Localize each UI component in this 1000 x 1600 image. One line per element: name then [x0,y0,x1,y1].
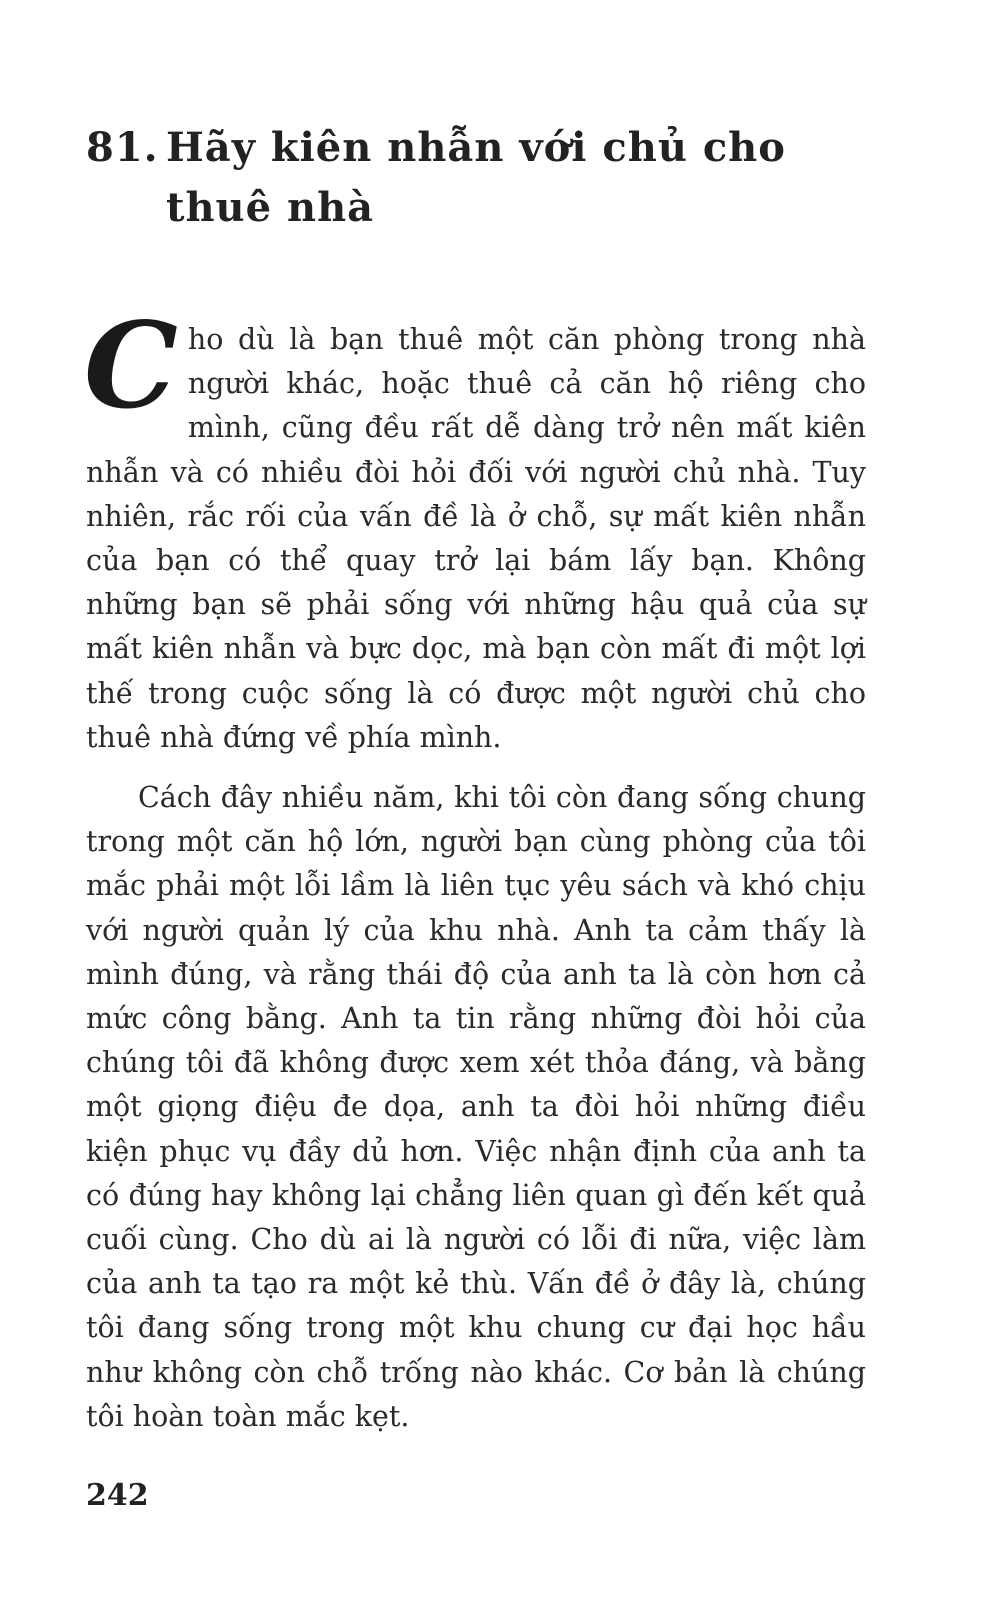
chapter-title-line-1: Hãy kiên nhẫn với chủ cho [166,124,786,171]
paragraph-1-text: ho dù là bạn thuê một căn phòng trong nhà người khác, hoặc thuê cả căn hộ riêng cho mình, cũng đều rất dễ dàng trở nên mất kiên nhẫn và có nhiều đòi hỏi đối với người chủ nhà. Tuy nhiên, rắc rối của vấn đề là ở chỗ, sự mất kiên nhẫn của bạn có thể quay trở lại bám lấy bạn. Không những bạn sẽ phải sống với những hậu quả của sự mất kiên nhẫn và bực dọc, mà bạn còn mất đi một lợi thế trong cuộc sống là có được một người chủ cho thuê nhà đứng về phía mình. [86,323,866,754]
paragraph-2: Cách đây nhiều năm, khi tôi còn đang sống chung trong một căn hộ lớn, người bạn cùng phòng của tôi mắc phải một lỗi lầm là liên tục yêu sách và khó chịu với người quản lý của khu nhà. Anh ta cảm thấy là mình đúng, và rằng thái độ của anh ta là còn hơn cả mức công bằng. Anh ta tin rằng những đòi hỏi của chúng tôi đã không được xem xét thỏa đáng, và bằng một giọng điệu đe dọa, anh ta đòi hỏi những điều kiện phục vụ đầy dủ hơn. Việc nhận định của anh ta có đúng hay không lại chẳng liên quan gì đến kết quả cuối cùng. Cho dù ai là người có lỗi đi nữa, việc làm của anh ta tạo ra một kẻ thù. Vấn đề ở đây là, chúng tôi đang sống trong một khu chung cư đại học hầu như không còn chỗ trống nào khác. Cơ bản là chúng tôi hoàn toàn mắc kẹt. [86,781,866,1433]
body-text [84,296,866,1439]
drop-cap: C [84,296,178,435]
chapter-number: 81. [86,124,159,171]
paragraph-1 [84,296,866,760]
chapter-heading [86,118,926,238]
chapter-title-line-2: thuê nhà [166,184,375,231]
page-number: 242 [86,1478,149,1513]
